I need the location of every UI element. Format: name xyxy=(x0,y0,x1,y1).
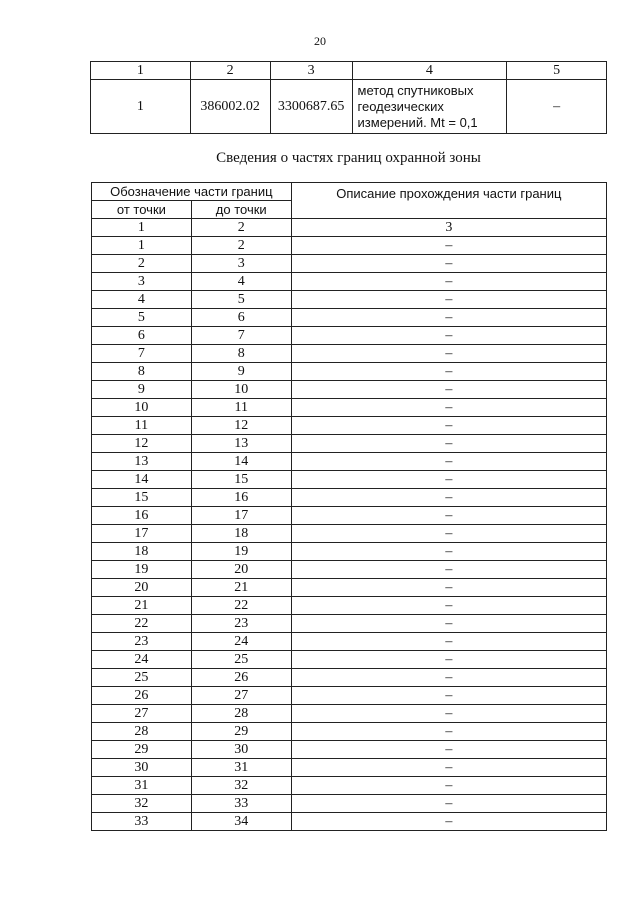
from-point-cell: 24 xyxy=(92,651,192,669)
description-header: Описание прохождения части границ xyxy=(291,183,606,219)
description-cell: – xyxy=(291,309,606,327)
table-row xyxy=(92,525,607,543)
table-row xyxy=(92,723,607,741)
description-cell: – xyxy=(291,669,606,687)
to-point-cell: 10 xyxy=(191,381,291,399)
table-row xyxy=(92,633,607,651)
group-header: Обозначение части границ xyxy=(92,183,292,201)
from-point-cell: 7 xyxy=(92,345,192,363)
from-point-cell: 33 xyxy=(92,813,192,831)
description-cell: – xyxy=(291,615,606,633)
table-header-row xyxy=(91,62,607,80)
from-point-cell: 27 xyxy=(92,705,192,723)
from-point-cell: 29 xyxy=(92,741,192,759)
description-cell: – xyxy=(291,579,606,597)
header-cell: 5 xyxy=(507,62,607,80)
description-cell: – xyxy=(291,291,606,309)
to-point-header: до точки xyxy=(191,201,291,219)
from-point-cell: 3 xyxy=(92,273,192,291)
description-cell: – xyxy=(291,381,606,399)
table-row xyxy=(92,489,607,507)
from-point-cell: 1 xyxy=(92,237,192,255)
table-row xyxy=(92,345,607,363)
to-point-cell: 29 xyxy=(191,723,291,741)
from-point-cell: 8 xyxy=(92,363,192,381)
table-row xyxy=(92,435,607,453)
description-cell: – xyxy=(291,435,606,453)
method-line: метод спутниковых xyxy=(357,82,474,98)
table-header-row xyxy=(92,183,607,201)
section-title: Сведения о частях границ охранной зоны xyxy=(216,150,481,166)
to-point-cell: 23 xyxy=(191,615,291,633)
description-cell: – xyxy=(291,417,606,435)
table-row xyxy=(92,273,607,291)
from-point-cell: 13 xyxy=(92,453,192,471)
point-number-cell: 1 xyxy=(91,80,191,134)
table-row xyxy=(92,651,607,669)
table-row xyxy=(92,597,607,615)
zone-table-body xyxy=(92,237,607,831)
to-point-cell: 21 xyxy=(191,579,291,597)
to-point-cell: 9 xyxy=(191,363,291,381)
from-point-cell: 28 xyxy=(92,723,192,741)
method-line: геодезических xyxy=(357,98,444,114)
to-point-cell: 16 xyxy=(191,489,291,507)
description-cell: – xyxy=(291,561,606,579)
table-row xyxy=(92,453,607,471)
description-cell: – xyxy=(291,687,606,705)
table-row xyxy=(92,615,607,633)
table-row xyxy=(92,705,607,723)
header-cell: 4 xyxy=(352,62,507,80)
to-point-cell: 27 xyxy=(191,687,291,705)
numbering-cell: 2 xyxy=(191,219,291,237)
table-row xyxy=(92,399,607,417)
to-point-cell: 7 xyxy=(191,327,291,345)
from-point-cell: 15 xyxy=(92,489,192,507)
description-cell: – xyxy=(291,543,606,561)
to-point-cell: 8 xyxy=(191,345,291,363)
from-point-cell: 23 xyxy=(92,633,192,651)
table-row xyxy=(92,309,607,327)
description-cell: – xyxy=(291,327,606,345)
from-point-cell: 31 xyxy=(92,777,192,795)
table-row xyxy=(92,327,607,345)
to-point-cell: 14 xyxy=(191,453,291,471)
to-point-cell: 22 xyxy=(191,597,291,615)
from-point-cell: 26 xyxy=(92,687,192,705)
description-cell: – xyxy=(291,633,606,651)
from-point-cell: 9 xyxy=(92,381,192,399)
from-point-cell: 30 xyxy=(92,759,192,777)
to-point-cell: 32 xyxy=(191,777,291,795)
table-row xyxy=(92,795,607,813)
to-point-cell: 19 xyxy=(191,543,291,561)
header-cell: 2 xyxy=(190,62,270,80)
to-point-cell: 25 xyxy=(191,651,291,669)
table-row xyxy=(92,777,607,795)
table-row xyxy=(92,237,607,255)
numbering-row xyxy=(92,219,607,237)
table-row xyxy=(92,291,607,309)
description-cell: – xyxy=(291,759,606,777)
from-point-cell: 10 xyxy=(92,399,192,417)
description-cell: – xyxy=(291,363,606,381)
description-cell: – xyxy=(291,489,606,507)
description-cell: – xyxy=(291,453,606,471)
table-row xyxy=(92,561,607,579)
from-point-cell: 20 xyxy=(92,579,192,597)
to-point-cell: 4 xyxy=(191,273,291,291)
from-point-cell: 4 xyxy=(92,291,192,309)
from-point-cell: 5 xyxy=(92,309,192,327)
to-point-cell: 13 xyxy=(191,435,291,453)
to-point-cell: 2 xyxy=(191,237,291,255)
zone-boundary-table xyxy=(91,182,607,831)
table-row xyxy=(92,471,607,489)
from-point-cell: 16 xyxy=(92,507,192,525)
from-point-cell: 19 xyxy=(92,561,192,579)
description-cell: – xyxy=(291,813,606,831)
numbering-cell: 1 xyxy=(92,219,192,237)
from-point-cell: 32 xyxy=(92,795,192,813)
description-cell: – xyxy=(291,399,606,417)
to-point-cell: 3 xyxy=(191,255,291,273)
from-point-cell: 25 xyxy=(92,669,192,687)
table-row xyxy=(92,813,607,831)
table-row xyxy=(92,363,607,381)
y-coordinate-cell: 3300687.65 xyxy=(270,80,352,134)
description-cell: – xyxy=(291,273,606,291)
description-cell: – xyxy=(291,795,606,813)
description-cell: – xyxy=(291,705,606,723)
coordinates-table xyxy=(90,61,607,134)
to-point-cell: 11 xyxy=(191,399,291,417)
method-line: измерений. Mt = 0,1 xyxy=(357,114,478,130)
to-point-cell: 26 xyxy=(191,669,291,687)
from-point-cell: 12 xyxy=(92,435,192,453)
header-cell: 3 xyxy=(270,62,352,80)
header-cell: 1 xyxy=(91,62,191,80)
table-row xyxy=(92,741,607,759)
table-row xyxy=(91,80,607,134)
method-cell xyxy=(352,80,507,134)
to-point-cell: 28 xyxy=(191,705,291,723)
to-point-cell: 31 xyxy=(191,759,291,777)
to-point-cell: 18 xyxy=(191,525,291,543)
from-point-cell: 14 xyxy=(92,471,192,489)
description-cell: – xyxy=(291,777,606,795)
x-coordinate-cell: 386002.02 xyxy=(190,80,270,134)
from-point-cell: 17 xyxy=(92,525,192,543)
from-point-cell: 11 xyxy=(92,417,192,435)
description-cell: – xyxy=(291,345,606,363)
table-row xyxy=(92,687,607,705)
description-cell: – xyxy=(291,237,606,255)
table-row xyxy=(92,507,607,525)
to-point-cell: 5 xyxy=(191,291,291,309)
from-point-cell: 18 xyxy=(92,543,192,561)
description-cell: – xyxy=(291,255,606,273)
to-point-cell: 30 xyxy=(191,741,291,759)
description-cell: – xyxy=(291,525,606,543)
description-cell: – xyxy=(291,651,606,669)
description-cell: – xyxy=(291,741,606,759)
table-row xyxy=(92,759,607,777)
from-point-cell: 21 xyxy=(92,597,192,615)
table-row xyxy=(92,381,607,399)
table-row xyxy=(92,417,607,435)
to-point-cell: 6 xyxy=(191,309,291,327)
from-point-cell: 22 xyxy=(92,615,192,633)
description-cell: – xyxy=(291,507,606,525)
to-point-cell: 12 xyxy=(191,417,291,435)
from-point-header: от точки xyxy=(92,201,192,219)
numbering-cell: 3 xyxy=(291,219,606,237)
description-cell: – xyxy=(291,723,606,741)
table-row xyxy=(92,669,607,687)
to-point-cell: 24 xyxy=(191,633,291,651)
table-row xyxy=(92,543,607,561)
description-cell: – xyxy=(291,471,606,489)
to-point-cell: 17 xyxy=(191,507,291,525)
page-number: 20 xyxy=(314,34,326,48)
table-row xyxy=(92,255,607,273)
to-point-cell: 33 xyxy=(191,795,291,813)
to-point-cell: 34 xyxy=(191,813,291,831)
from-point-cell: 6 xyxy=(92,327,192,345)
table-row xyxy=(92,579,607,597)
description-cell: – xyxy=(291,597,606,615)
note-cell: – xyxy=(507,80,607,134)
from-point-cell: 2 xyxy=(92,255,192,273)
to-point-cell: 15 xyxy=(191,471,291,489)
to-point-cell: 20 xyxy=(191,561,291,579)
